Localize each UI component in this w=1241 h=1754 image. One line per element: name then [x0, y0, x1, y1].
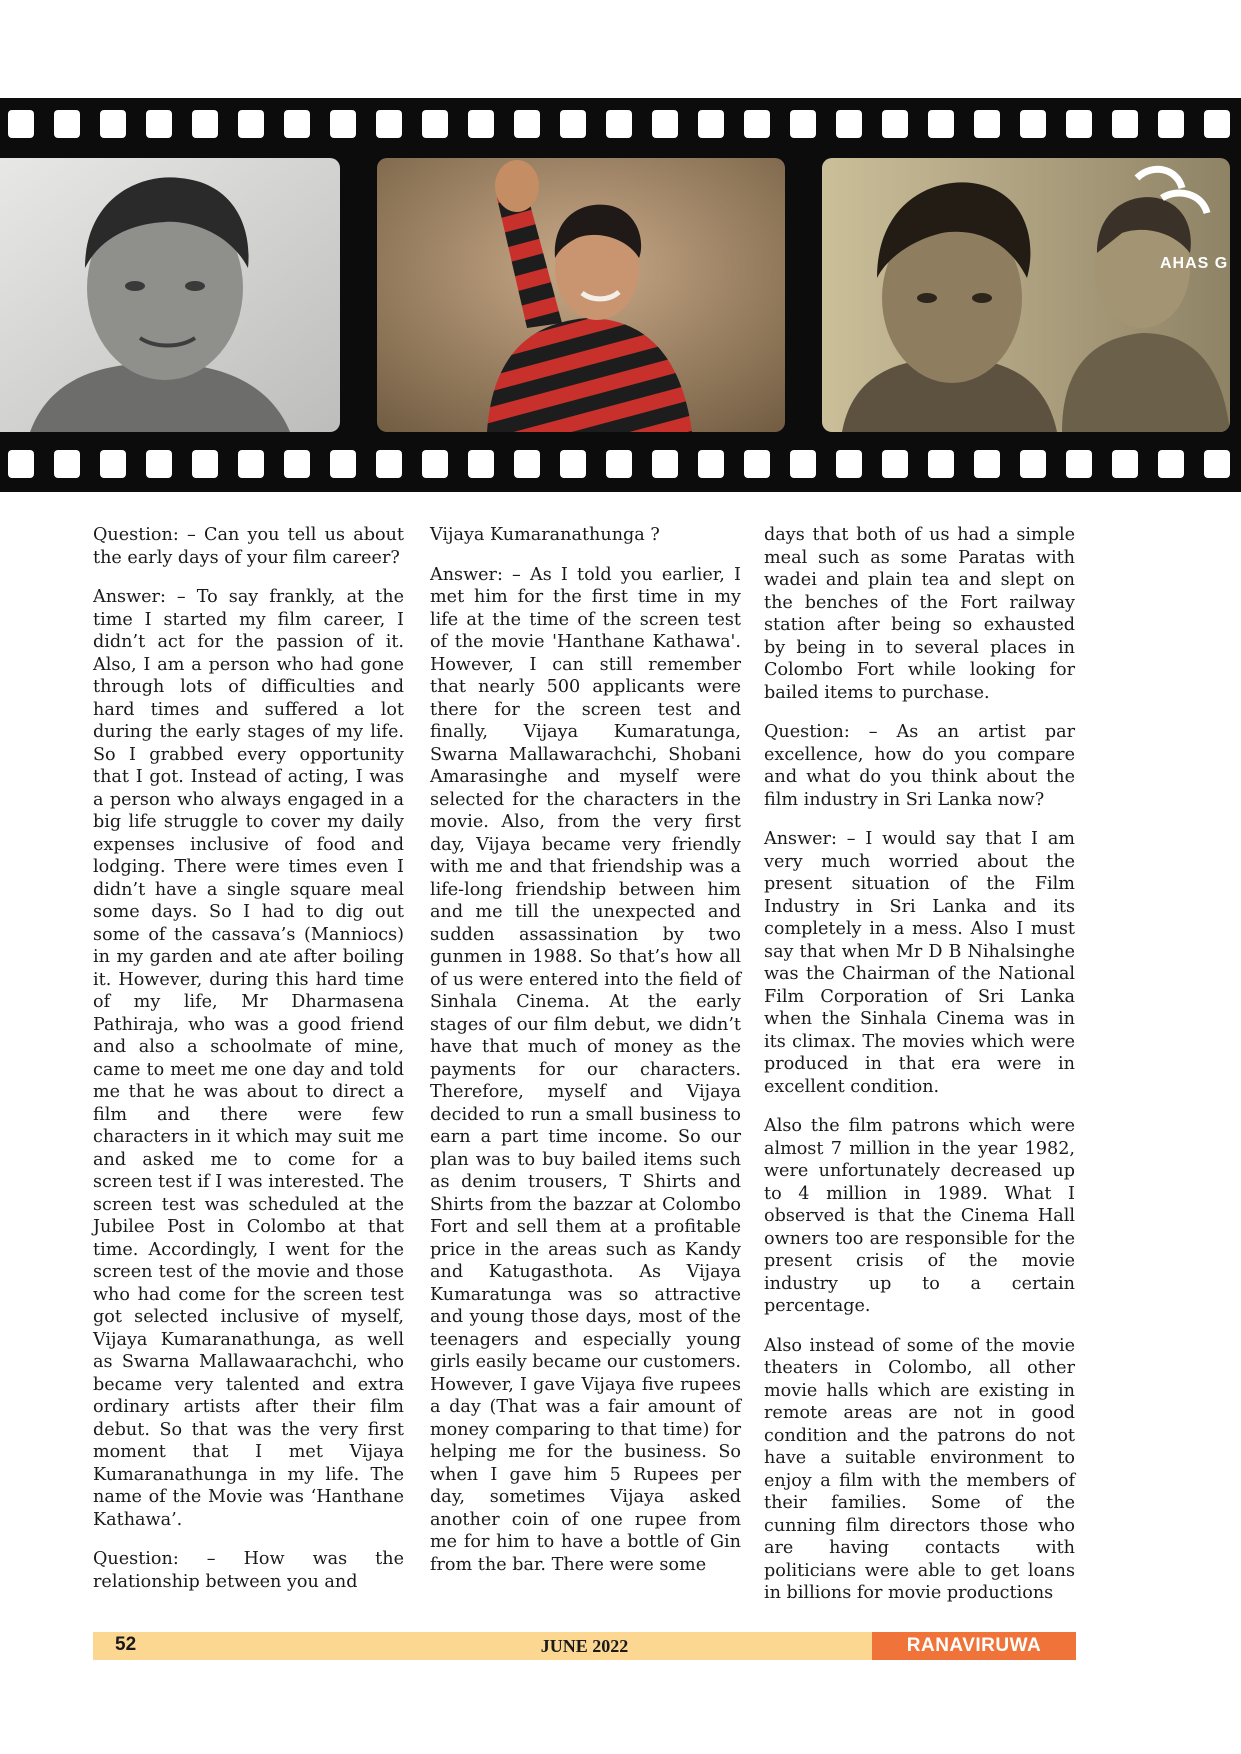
film-perforation — [1158, 110, 1184, 138]
film-perforation — [100, 110, 126, 138]
film-perforation — [1020, 110, 1046, 138]
film-perforations-top — [0, 110, 1241, 140]
movie-still-sepia-image — [822, 158, 1230, 432]
film-perforation — [192, 110, 218, 138]
film-perforations-bottom — [0, 450, 1241, 480]
film-perforation — [422, 450, 448, 478]
film-perforation — [376, 450, 402, 478]
film-perforation — [790, 110, 816, 138]
question-1: Question: – Can you tell us about the early days of your film career? — [93, 525, 404, 568]
film-perforation — [330, 450, 356, 478]
film-perforation — [1112, 450, 1138, 478]
film-perforation — [652, 450, 678, 478]
film-perforation — [1066, 110, 1092, 138]
answer-3: Answer: – I would say that I am very much worried about the present situation of the Film Industry in Sri Lanka and its completely in a mess. Also I must say that when Mr D B Nihalsinghe was the Chairman of the National Film Corporation of Sri Lanka when the Sinhala Cinema was in its climax. The movies which were produced in that era were in excellent condition. — [764, 829, 1075, 1097]
film-perforation — [54, 450, 80, 478]
issue-date: JUNE 2022 — [540, 1636, 629, 1656]
film-perforation — [146, 450, 172, 478]
poster-title-text: AHAS G — [1160, 255, 1229, 272]
film-perforation — [698, 450, 724, 478]
film-perforation — [882, 450, 908, 478]
film-perforation — [652, 110, 678, 138]
film-perforation — [974, 110, 1000, 138]
question-3: Question: – As an artist par excellence, how do you compare and what do you think about the film industry in Sri Lanka now? — [764, 722, 1075, 810]
film-perforation — [698, 110, 724, 138]
film-perforation — [928, 450, 954, 478]
film-perforation — [560, 110, 586, 138]
film-perforation — [790, 450, 816, 478]
film-perforation — [376, 110, 402, 138]
film-perforation — [560, 450, 586, 478]
magazine-brand: RANAVIRUWA — [872, 1632, 1076, 1660]
film-perforation — [238, 110, 264, 138]
film-perforation — [1158, 450, 1184, 478]
question-2-end: Vijaya Kumaranathunga ? — [430, 525, 660, 545]
article-column-1 — [93, 524, 404, 1610]
film-perforation — [836, 110, 862, 138]
actor-waving-image — [377, 158, 785, 432]
answer-3-paragraph-3: Also instead of some of the movie theaters in Colombo, all other movie halls which are existing in remote areas are not in good condition and the patrons do not have a suitable environment to enjoy a film with the members of their families. Some of the cunning film directors those who are having contacts with politicians were able to get loans in billions for movie productions — [764, 1335, 1075, 1603]
film-perforation — [1112, 110, 1138, 138]
article-column-2 — [430, 524, 741, 1593]
film-perforation — [1020, 450, 1046, 478]
film-frame-movie-still — [822, 158, 1230, 432]
film-perforation — [8, 450, 34, 478]
film-perforation — [744, 450, 770, 478]
film-perforation — [514, 450, 540, 478]
film-perforation — [238, 450, 264, 478]
film-perforation — [192, 450, 218, 478]
film-perforation — [1066, 450, 1092, 478]
film-frame-portrait — [0, 158, 340, 432]
film-perforation — [514, 110, 540, 138]
film-strip — [0, 98, 1241, 492]
film-perforation — [330, 110, 356, 138]
film-perforation — [468, 450, 494, 478]
film-perforation — [284, 110, 310, 138]
film-perforation — [1204, 110, 1230, 138]
film-perforation — [882, 110, 908, 138]
page-footer — [93, 1632, 1076, 1660]
answer-2-continued: days that both of us had a simple meal such as some Paratas with wadei and plain tea and slept on the benches of the Fort railway station after being so exhausted by being in to several places in Colombo Fort while looking for bailed items to purchase. — [764, 525, 1075, 703]
film-perforation — [836, 450, 862, 478]
portrait-black-white-image — [0, 158, 340, 432]
film-perforation — [1204, 450, 1230, 478]
question-2-start: Question: – How was the relationship between you and — [93, 1549, 404, 1592]
film-perforation — [606, 450, 632, 478]
film-perforation — [422, 110, 448, 138]
answer-2: Answer: – As I told you earlier, I met him for the first time in my life at the time of the screen test of the movie 'Hanthane Kathawa'. However, I can still remember that nearly 500 applicants were there for the screen test and finally, Vijaya Kumaratunga, Swarna Mallawarachchi, Shobani Amarasinghe and myself were selected for the characters in the movie. Also, from the very first day, Vijaya became very friendly with me and that friendship was a life-long friendship between him and me till the unexpected and sudden assassination by two gunmen in 1988. So that’s how all of us were entered into the field of Sinhala Cinema. At the early stages of our film debut, we didn’t have that much of money as the payments for our characters. Therefore, myself and Vijaya decided to run a small business to earn a part time income. So our plan was to buy bailed items such as denim trousers, T Shirts and Shirts from the bazzar at Colombo Fort and sell them at a profitable price in the areas such as Kandy and Katugasthota. As Vijaya Kumaratunga was so attractive and young those days, most of the teenagers and especially young girls easily became our customers. However, I gave Vijaya five rupees a day (That was a fair amount of money comparing to that time) for helping me for the business. So when I gave him 5 Rupees per day, sometimes Vijaya asked another coin of one rupee from me for him to have a bottle of Gin from the bar. There were some — [430, 564, 741, 1575]
film-perforation — [606, 110, 632, 138]
answer-1: Answer: – To say frankly, at the time I started my film career, I didn’t act for the passion of it. Also, I am a person who had gone through lots of difficulties and hard times and suffered a lot during the early stages of my life. So I grabbed every opportunity that I got. Instead of acting, I was a person who always engaged in a big life struggle to cover my daily expenses inclusive of food and lodging. There were times even I didn’t have a single square meal some days. So I had to dig out some of the cassava’s (Manniocs) in my garden and ate after boiling it. However, during this hard time of my life, Mr Dharmasena Pathiraja, who was a good friend and also a schoolmate of mine, came to meet me one day and told me that he was about to direct a film and there were few characters in it which may suit me and asked me to come for a screen test if I was interested. The screen test was scheduled at the Jubilee Post in Colombo at that time. Accordingly, I went for the screen test of the movie and those who had come for the screen test got selected inclusive of myself, Vijaya Kumaranathunga, as well as Swarna Mallawaarachchi, who became very talented and extra ordinary artists after their film debut. So that was the very first moment that I met Vijaya Kumaranathunga in my life. The name of the Movie was ‘Hanthane Kathawa’. — [93, 587, 404, 1530]
film-perforation — [8, 110, 34, 138]
page-number: 52 — [115, 1634, 137, 1655]
film-perforation — [146, 110, 172, 138]
film-perforation — [468, 110, 494, 138]
film-perforation — [974, 450, 1000, 478]
article-body — [93, 524, 1076, 1609]
film-frame-waving — [377, 158, 785, 432]
film-perforation — [54, 110, 80, 138]
film-perforation — [744, 110, 770, 138]
film-perforation — [928, 110, 954, 138]
answer-3-paragraph-2: Also the film patrons which were almost 7 million in the year 1982, were unfortunately decreased up to 4 million in 1989. What I observed is that the Cinema Hall owners too are responsible for the present crisis of the movie industry up to a certain percentage. — [764, 1116, 1075, 1316]
film-perforation — [100, 450, 126, 478]
article-column-3 — [764, 524, 1075, 1622]
film-perforation — [284, 450, 310, 478]
